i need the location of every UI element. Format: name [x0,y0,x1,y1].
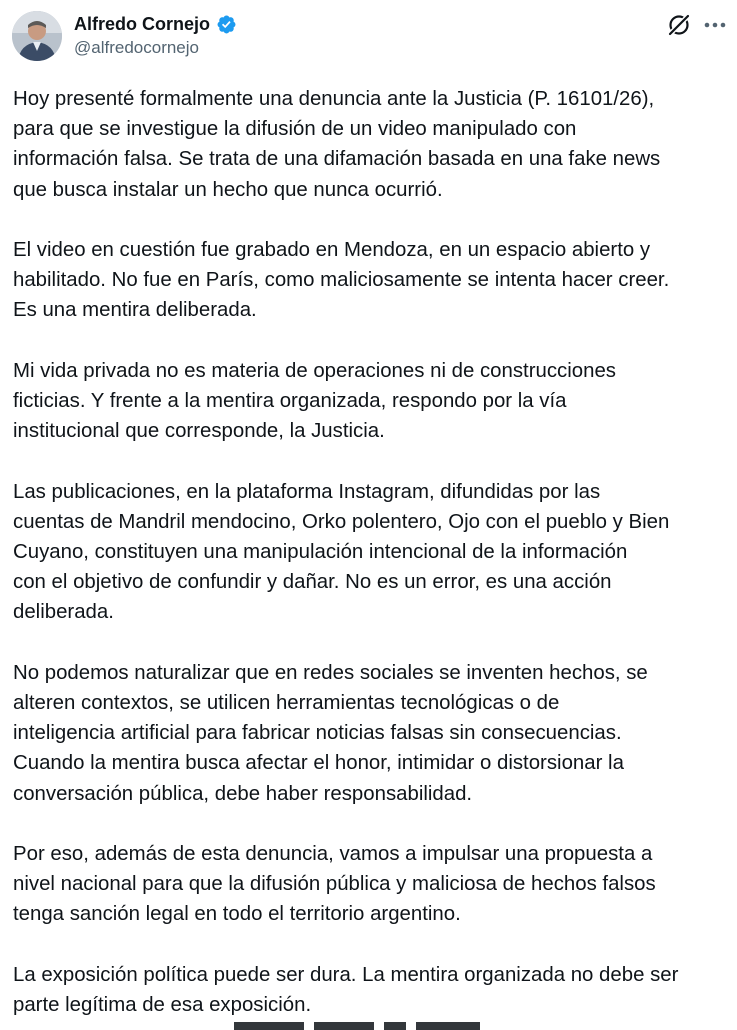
post-paragraph: Mi vida privada no es materia de operaciones ni de construcciones ficticias. Y frente a la mentira organizada, respondo por la vía institucional que corresponde, la Justicia. [13,359,616,443]
verified-badge-icon [216,14,237,35]
author-name-row [74,12,237,36]
avatar[interactable] [12,11,62,61]
post-paragraph: La exposición política puede ser dura. La mentira organizada no debe ser parte legítima de esa exposición. [13,963,679,1016]
post-paragraph: Hoy presenté formalmente una denuncia ante la Justicia (P. 16101/26), para que se investigue la difusión de un video manipulado con información falsa. Se trata de una difamación basada en una fake news que busca instalar un hecho que nunca ocurrió. [13,88,661,201]
post-paragraph: El video en cuestión fue grabado en Mendoza, en un espacio abierto y habilitado. No fue en París, como maliciosamente se intenta hacer creer. Es una mentira deliberada. [13,239,670,322]
author-handle[interactable]: @alfredocornejo [74,38,199,57]
post-paragraph: Por eso, además de esta denuncia, vamos a impulsar una propuesta a nivel nacional para que la difusión pública y maliciosa de hechos falsos tenga sanción legal en todo el territorio argentino. [13,843,656,926]
avatar-image [12,11,62,61]
post-text [13,84,733,1020]
grok-icon [666,12,692,38]
grok-button[interactable] [666,12,692,38]
post-paragraph: Las publicaciones, en la plataforma Instagram, difundidas por las cuentas de Mandril mendocino, Orko polentero, Ojo con el pueblo y Bien Cuyano, constituyen una manipulación intencional de la información con el objetivo de confundir y dañar. No es un error, es una acción deliberada. [13,480,670,624]
post-header [0,0,737,80]
more-icon [701,12,729,38]
cropped-text-fragment [230,1016,490,1030]
author-display-name[interactable]: Alfredo Cornejo [74,13,211,34]
post-paragraph: No podemos naturalizar que en redes sociales se inventen hechos, se alteren contextos, se utilicen herramientas tecnológicas o de inteligencia artificial para fabricar noticias falsas sin consecuencias. Cuando la mentira busca afectar el honor, intimidar o distorsionar la conversación pública, debe haber responsabilidad. [13,661,648,805]
more-options-button[interactable] [701,12,729,38]
